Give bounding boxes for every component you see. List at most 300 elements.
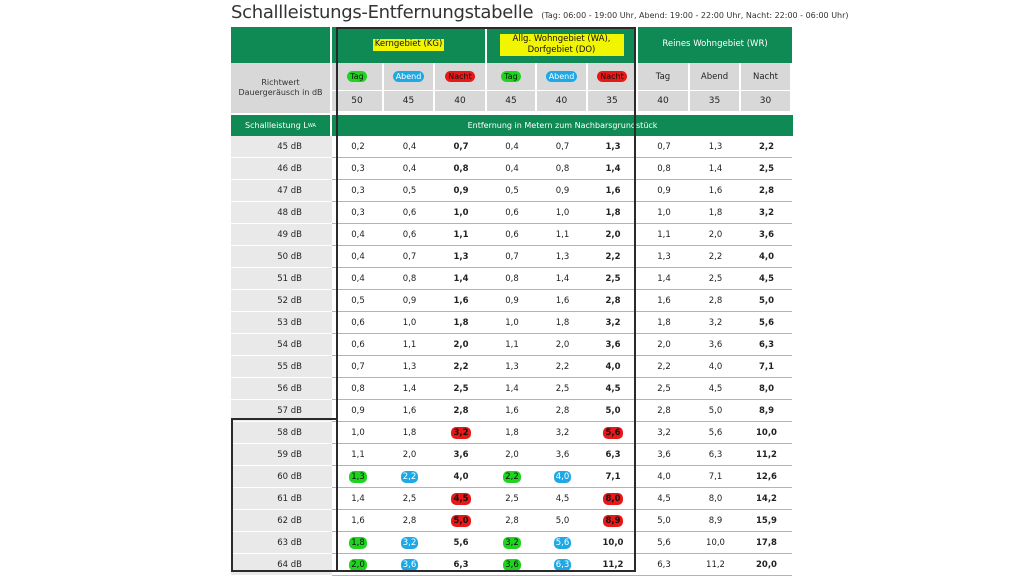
distance-cell <box>741 356 792 378</box>
distance-value: 2,0 <box>605 229 621 240</box>
distance-cell <box>741 444 792 466</box>
distance-cell <box>384 532 435 554</box>
distance-cell <box>638 378 690 400</box>
distance-cell <box>690 246 741 268</box>
period-label: Abend <box>700 71 729 82</box>
distance-cell <box>690 444 741 466</box>
distance-cell <box>741 136 792 158</box>
table-row <box>231 136 793 158</box>
zone-header-wa <box>487 27 638 63</box>
distance-value: 3,2 <box>555 427 570 438</box>
distance-value: 0,9 <box>453 185 469 196</box>
distance-value: 2,5 <box>605 273 621 284</box>
distance-cell <box>690 510 741 532</box>
distance-value: 2,5 <box>453 383 469 394</box>
distance-value: 2,2 <box>605 251 621 262</box>
marked-distance-value: 3,2 <box>453 427 469 438</box>
distance-cell <box>741 466 792 488</box>
distance-value: 1,4 <box>708 163 723 174</box>
distance-cell <box>638 224 690 246</box>
distance-value: 0,3 <box>351 185 365 196</box>
distance-cell <box>487 290 537 312</box>
distance-cell <box>435 334 487 356</box>
distance-value: 0,7 <box>402 251 417 262</box>
distance-value: 4,5 <box>758 273 775 284</box>
distance-cell <box>588 444 638 466</box>
limit-value: 40 <box>638 90 690 111</box>
distance-value: 0,4 <box>402 163 417 174</box>
distance-value: 1,0 <box>505 317 519 328</box>
distance-value: 0,4 <box>505 163 519 174</box>
distance-value: 0,2 <box>351 141 365 152</box>
marked-distance-value: 8,0 <box>605 493 621 504</box>
distance-value: 5,6 <box>708 427 723 438</box>
distance-value: 3,6 <box>453 449 469 460</box>
distance-cell <box>487 378 537 400</box>
distance-value: 11,2 <box>756 449 777 460</box>
distance-value: 4,5 <box>555 493 570 504</box>
distance-cell <box>741 158 792 180</box>
distance-value: 1,0 <box>402 317 417 328</box>
distance-cell <box>487 158 537 180</box>
distance-cell <box>435 356 487 378</box>
distance-cell <box>690 422 741 444</box>
marked-distance-value: 3,6 <box>402 559 417 570</box>
distance-value: 17,8 <box>756 537 777 548</box>
distance-value: 2,2 <box>758 141 775 152</box>
zone-label-kg: Kerngebiet (KG) <box>374 39 443 50</box>
distance-value: 1,1 <box>505 339 519 350</box>
distance-cell <box>741 400 792 422</box>
distance-value: 0,6 <box>351 317 365 328</box>
distance-cell <box>487 334 537 356</box>
distance-cell <box>435 158 487 180</box>
distance-cell <box>588 532 638 554</box>
distance-value: 0,3 <box>351 163 365 174</box>
marked-distance-value: 6,3 <box>555 559 570 570</box>
distance-cell <box>741 422 792 444</box>
distance-cell <box>741 202 792 224</box>
marked-distance-value: 2,0 <box>351 559 365 570</box>
distance-value: 2,8 <box>605 295 621 306</box>
distance-cell <box>638 532 690 554</box>
distance-cell <box>690 268 741 290</box>
period-cell <box>638 63 690 90</box>
distance-cell <box>487 488 537 510</box>
distance-cell <box>384 488 435 510</box>
distance-cell <box>384 224 435 246</box>
distance-cell <box>690 224 741 246</box>
distance-cell <box>537 554 588 576</box>
distance-value: 1,3 <box>505 361 519 372</box>
distance-value: 2,0 <box>657 339 671 350</box>
distance-cell <box>384 510 435 532</box>
distance-cell <box>332 554 384 576</box>
distance-value: 6,3 <box>453 559 469 570</box>
distance-value: 8,0 <box>758 383 775 394</box>
period-label: Abend <box>393 71 425 82</box>
distance-value: 0,5 <box>402 185 417 196</box>
table-row <box>231 334 793 356</box>
distance-value: 2,8 <box>657 405 671 416</box>
distance-value: 3,2 <box>605 317 621 328</box>
distance-cell <box>741 510 792 532</box>
distance-cell <box>435 136 487 158</box>
distance-cell <box>537 224 588 246</box>
table-body <box>231 136 793 576</box>
distance-cell <box>537 334 588 356</box>
distance-value: 2,8 <box>758 185 775 196</box>
distance-cell <box>638 202 690 224</box>
level-cell: 48 dB <box>231 202 332 224</box>
distance-cell <box>332 466 384 488</box>
period-cell <box>690 63 741 90</box>
distance-value: 4,0 <box>605 361 621 372</box>
distance-value: 1,6 <box>708 185 723 196</box>
distance-value: 1,1 <box>351 449 365 460</box>
table-row <box>231 180 793 202</box>
table-row <box>231 312 793 334</box>
distance-value: 3,6 <box>555 449 570 460</box>
distance-value: 11,2 <box>602 559 624 570</box>
level-cell: 60 dB <box>231 466 332 488</box>
distance-cell <box>537 158 588 180</box>
distance-cell <box>690 532 741 554</box>
distance-value: 2,0 <box>453 339 469 350</box>
distance-value: 0,7 <box>657 141 671 152</box>
distance-value: 2,0 <box>708 229 723 240</box>
period-label: Nacht <box>753 71 778 82</box>
distance-value: 1,8 <box>402 427 417 438</box>
limit-value: 35 <box>588 90 638 111</box>
period-cell <box>588 63 638 90</box>
zone-label-wa: Allg. Wohngebiet (WA), Dorfgebiet (DO) <box>500 34 624 57</box>
distance-cell <box>332 158 384 180</box>
distance-cell <box>487 444 537 466</box>
distance-cell <box>384 444 435 466</box>
distance-cell <box>435 180 487 202</box>
distance-cell <box>588 422 638 444</box>
distance-value: 2,8 <box>453 405 469 416</box>
distance-value: 1,8 <box>555 317 570 328</box>
distance-value: 2,5 <box>402 493 417 504</box>
distance-value: 0,4 <box>351 229 365 240</box>
distance-cell <box>487 268 537 290</box>
distance-cell <box>487 510 537 532</box>
level-cell: 55 dB <box>231 356 332 378</box>
distance-cell <box>537 488 588 510</box>
distance-value: 5,6 <box>758 317 775 328</box>
distance-cell <box>588 158 638 180</box>
distance-cell <box>384 466 435 488</box>
distance-value: 4,5 <box>605 383 621 394</box>
distance-cell <box>741 532 792 554</box>
distance-value: 1,3 <box>402 361 417 372</box>
distance-value: 0,4 <box>402 141 417 152</box>
distance-cell <box>638 334 690 356</box>
table-row <box>231 400 793 422</box>
distance-cell <box>487 532 537 554</box>
distance-cell <box>332 180 384 202</box>
distance-cell <box>332 444 384 466</box>
distance-cell <box>435 312 487 334</box>
distance-cell <box>384 202 435 224</box>
distance-cell <box>384 400 435 422</box>
power-label: Schallleistung L <box>245 121 308 130</box>
marked-distance-value: 1,8 <box>351 537 365 548</box>
period-cell <box>741 63 792 90</box>
distance-value: 5,0 <box>758 295 775 306</box>
distance-cell <box>435 532 487 554</box>
distance-cell <box>638 356 690 378</box>
distance-value: 0,8 <box>351 383 365 394</box>
distance-cell <box>537 378 588 400</box>
distance-value: 1,8 <box>708 207 723 218</box>
marked-distance-value: 2,2 <box>402 471 417 482</box>
distance-cell <box>638 422 690 444</box>
distance-value: 4,5 <box>657 493 671 504</box>
limit-value: 35 <box>690 90 741 111</box>
distance-value: 7,1 <box>605 471 621 482</box>
distance-cell <box>690 356 741 378</box>
distance-cell <box>588 378 638 400</box>
marked-distance-value: 5,6 <box>555 537 570 548</box>
period-label: Nacht <box>597 71 627 82</box>
distance-cell <box>487 246 537 268</box>
distance-cell <box>638 268 690 290</box>
distance-cell <box>537 466 588 488</box>
distance-value: 1,4 <box>505 383 519 394</box>
distance-cell <box>741 290 792 312</box>
distance-value: 3,6 <box>605 339 621 350</box>
table-row <box>231 488 793 510</box>
distance-cell <box>690 136 741 158</box>
distance-cell <box>537 202 588 224</box>
distance-cell <box>588 136 638 158</box>
distance-value: 1,3 <box>555 251 570 262</box>
distance-value: 2,8 <box>555 405 570 416</box>
zone-header-blank <box>231 27 332 63</box>
limit-value: 45 <box>384 90 435 111</box>
distance-cell <box>588 312 638 334</box>
distance-cell <box>588 334 638 356</box>
distance-value: 0,7 <box>555 141 570 152</box>
table-row <box>231 554 793 576</box>
distance-value: 1,6 <box>351 515 365 526</box>
power-label-cell <box>231 115 332 136</box>
distance-table <box>231 27 793 576</box>
distance-value: 5,0 <box>605 405 621 416</box>
distance-cell <box>741 180 792 202</box>
distance-cell <box>332 334 384 356</box>
distance-cell <box>537 246 588 268</box>
distance-cell <box>741 246 792 268</box>
distance-cell <box>487 466 537 488</box>
distance-cell <box>638 400 690 422</box>
distance-cell <box>435 290 487 312</box>
distance-cell <box>435 246 487 268</box>
marked-distance-value: 4,0 <box>555 471 570 482</box>
distance-cell <box>638 466 690 488</box>
period-cell <box>435 63 487 90</box>
marked-distance-value: 5,6 <box>605 427 621 438</box>
distance-value: 1,1 <box>402 339 417 350</box>
level-cell: 58 dB <box>231 422 332 444</box>
level-cell: 59 dB <box>231 444 332 466</box>
distance-value: 1,6 <box>402 405 417 416</box>
distance-value: 1,3 <box>708 141 723 152</box>
table-row <box>231 532 793 554</box>
distance-cell <box>435 224 487 246</box>
distance-cell <box>690 400 741 422</box>
distance-cell <box>741 224 792 246</box>
period-cell <box>332 63 384 90</box>
distance-cell <box>588 488 638 510</box>
distance-value: 0,5 <box>351 295 365 306</box>
distance-value: 0,9 <box>402 295 417 306</box>
distance-cell <box>690 158 741 180</box>
distance-cell <box>690 290 741 312</box>
distance-value: 6,3 <box>657 559 671 570</box>
distance-value: 1,6 <box>657 295 671 306</box>
distance-cell <box>588 180 638 202</box>
distance-cell <box>332 400 384 422</box>
distance-value: 5,0 <box>555 515 570 526</box>
distance-cell <box>435 422 487 444</box>
distance-cell <box>384 136 435 158</box>
distance-cell <box>487 136 537 158</box>
section-header-row <box>231 115 793 136</box>
level-cell: 50 dB <box>231 246 332 268</box>
distance-cell <box>384 334 435 356</box>
marked-distance-value: 3,2 <box>505 537 519 548</box>
level-cell: 51 dB <box>231 268 332 290</box>
distance-cell <box>741 334 792 356</box>
period-label: Tag <box>501 71 521 82</box>
distance-value: 2,5 <box>505 493 519 504</box>
distance-cell <box>487 400 537 422</box>
distance-cell <box>638 444 690 466</box>
distance-value: 8,9 <box>758 405 775 416</box>
distance-value: 2,8 <box>505 515 519 526</box>
distance-value: 1,3 <box>453 251 469 262</box>
distance-value: 1,6 <box>605 185 621 196</box>
distance-value: 1,0 <box>555 207 570 218</box>
distance-cell <box>384 422 435 444</box>
distance-value: 0,8 <box>402 273 417 284</box>
distance-cell <box>588 466 638 488</box>
distance-value: 0,8 <box>505 273 519 284</box>
level-cell: 46 dB <box>231 158 332 180</box>
distance-value: 10,0 <box>756 427 777 438</box>
distance-value: 0,3 <box>351 207 365 218</box>
level-cell: 62 dB <box>231 510 332 532</box>
distance-cell <box>741 554 792 576</box>
richtwert-label: Richtwert Dauergeräusch in dB <box>231 63 332 113</box>
distance-cell <box>332 532 384 554</box>
distance-value: 0,6 <box>402 229 417 240</box>
distance-cell <box>537 290 588 312</box>
distance-cell <box>537 312 588 334</box>
title-bar <box>231 2 849 23</box>
limit-value: 30 <box>741 90 792 111</box>
level-cell: 54 dB <box>231 334 332 356</box>
marked-distance-value: 3,6 <box>505 559 519 570</box>
distance-cell <box>384 246 435 268</box>
distance-value: 0,4 <box>505 141 519 152</box>
distance-value: 8,0 <box>708 493 723 504</box>
table-row <box>231 466 793 488</box>
distance-value: 2,0 <box>555 339 570 350</box>
distance-cell <box>690 202 741 224</box>
distance-cell <box>638 158 690 180</box>
level-cell: 52 dB <box>231 290 332 312</box>
distance-cell <box>537 180 588 202</box>
distance-cell <box>537 400 588 422</box>
distance-cell <box>332 246 384 268</box>
distance-cell <box>384 554 435 576</box>
distance-cell <box>332 202 384 224</box>
distance-cell <box>487 224 537 246</box>
distance-label: Entfernung in Metern zum Nachbarsgrundstück <box>332 115 793 136</box>
distance-cell <box>332 224 384 246</box>
period-cell <box>487 63 537 90</box>
distance-value: 1,8 <box>657 317 671 328</box>
distance-cell <box>638 290 690 312</box>
distance-value: 0,9 <box>657 185 671 196</box>
limit-value: 40 <box>435 90 487 111</box>
page-subtitle: (Tag: 06:00 - 19:00 Uhr, Abend: 19:00 - 22:00 Uhr, Nacht: 22:00 - 06:00 Uhr) <box>541 11 849 20</box>
table-row <box>231 224 793 246</box>
distance-value: 14,2 <box>756 493 777 504</box>
distance-cell <box>638 510 690 532</box>
distance-cell <box>435 554 487 576</box>
level-cell: 64 dB <box>231 554 332 576</box>
marked-distance-value: 2,2 <box>505 471 519 482</box>
distance-cell <box>588 554 638 576</box>
distance-cell <box>690 554 741 576</box>
distance-value: 1,8 <box>505 427 519 438</box>
distance-value: 3,2 <box>708 317 723 328</box>
distance-value: 4,0 <box>708 361 723 372</box>
distance-value: 3,6 <box>657 449 671 460</box>
distance-cell <box>332 378 384 400</box>
level-cell: 47 dB <box>231 180 332 202</box>
table-row <box>231 356 793 378</box>
marked-distance-value: 8,9 <box>605 515 621 526</box>
marked-distance-value: 1,3 <box>351 471 365 482</box>
distance-cell <box>487 312 537 334</box>
distance-value: 8,9 <box>708 515 723 526</box>
distance-cell <box>435 466 487 488</box>
marked-distance-value: 3,2 <box>402 537 417 548</box>
distance-value: 4,5 <box>708 383 723 394</box>
period-header-block <box>231 63 793 113</box>
distance-cell <box>690 466 741 488</box>
distance-cell <box>435 268 487 290</box>
distance-value: 4,0 <box>657 471 671 482</box>
distance-cell <box>384 312 435 334</box>
level-cell: 53 dB <box>231 312 332 334</box>
distance-cell <box>588 246 638 268</box>
limit-value: 40 <box>537 90 588 111</box>
distance-value: 15,9 <box>756 515 777 526</box>
period-cell <box>384 63 435 90</box>
distance-cell <box>537 356 588 378</box>
distance-cell <box>588 224 638 246</box>
distance-cell <box>435 510 487 532</box>
distance-value: 1,3 <box>605 141 621 152</box>
